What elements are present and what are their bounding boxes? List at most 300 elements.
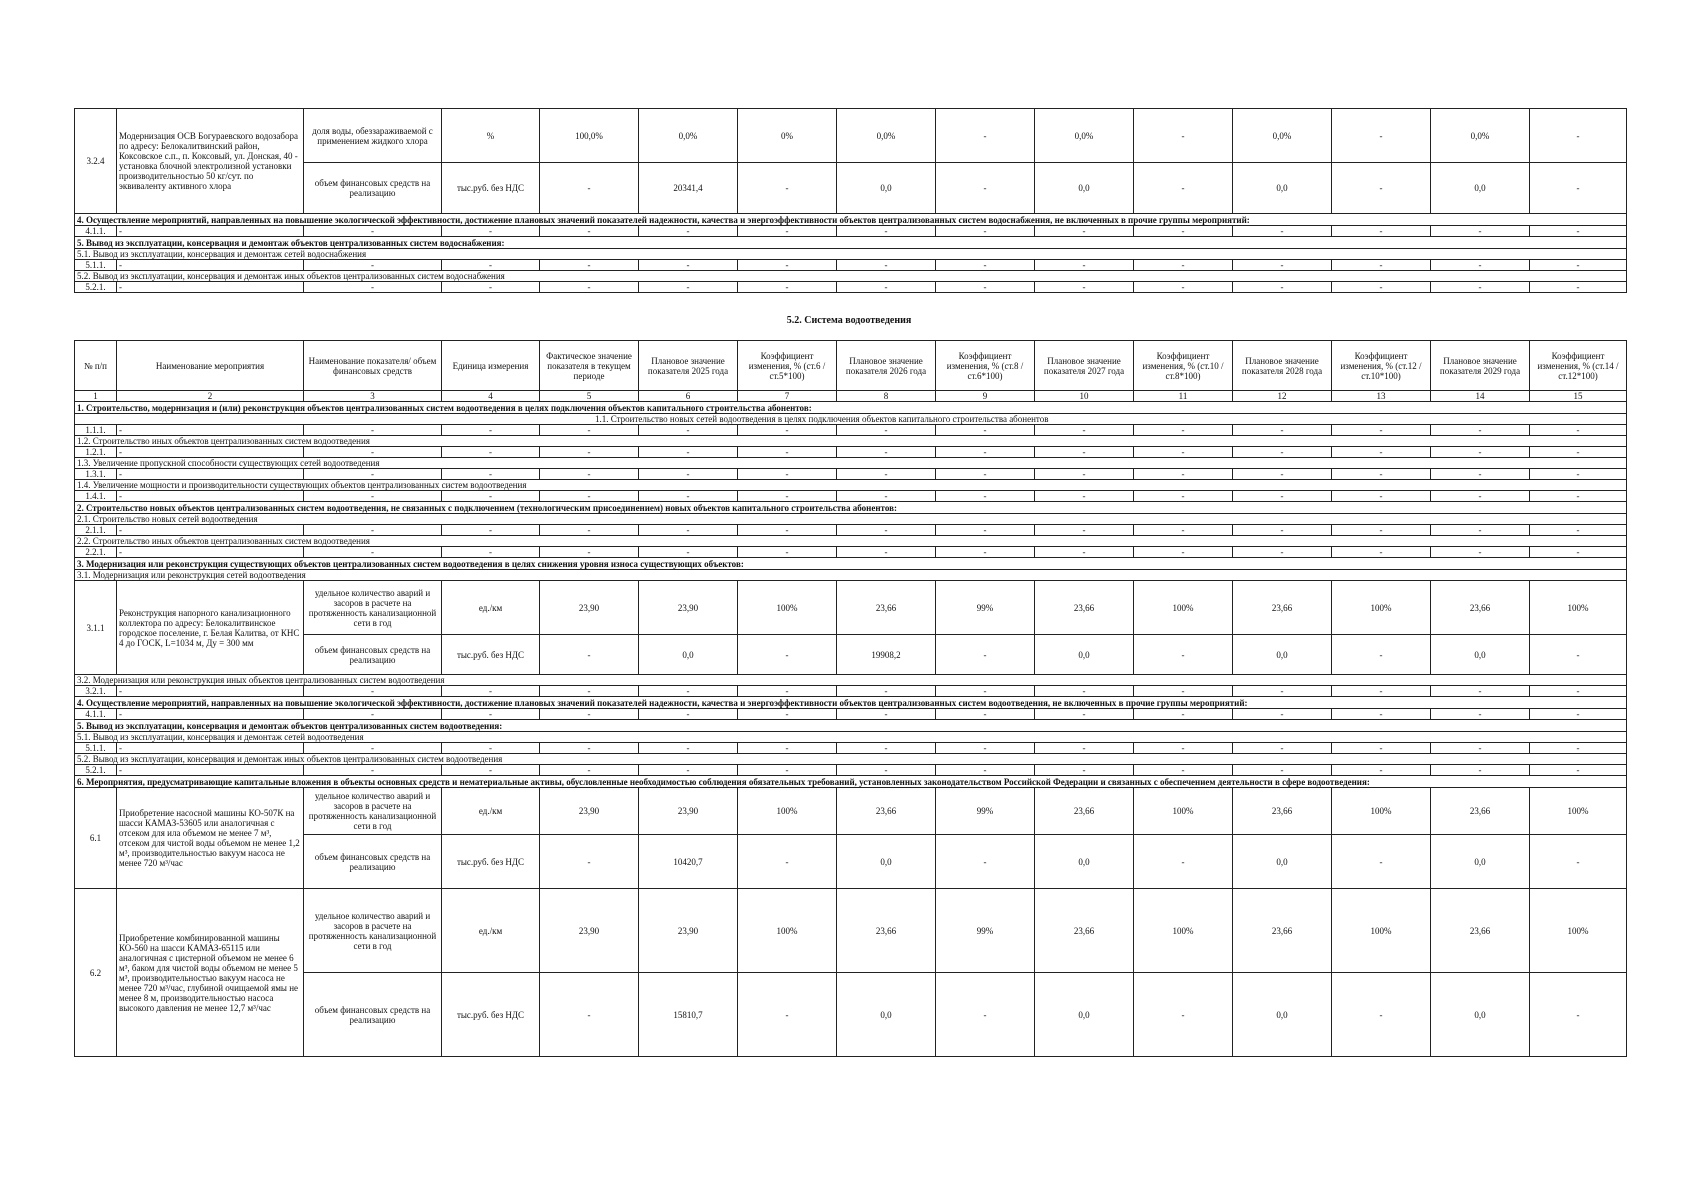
table-row (75, 635, 1627, 675)
dash-cell: - (442, 425, 540, 436)
value-cell: - (1134, 973, 1233, 1057)
dash-cell: - (1233, 282, 1332, 293)
dash-cell: - (1134, 709, 1233, 720)
dash-cell: - (639, 765, 738, 776)
table-row (75, 835, 1627, 889)
value-cell: - (1332, 973, 1431, 1057)
dash-cell: - (1530, 260, 1627, 271)
dash-cell: - (540, 425, 639, 436)
dash-cell: - (936, 282, 1035, 293)
dash-cell: - (304, 743, 442, 754)
dash-cell: - (442, 686, 540, 697)
indicator-name: удельное количество аварий и засоров в расчете на протяженность канализационной сети в год (304, 581, 442, 635)
row-number: 3.1.1 (75, 581, 117, 675)
dash-cell: - (540, 525, 639, 536)
value-cell: 100% (1530, 581, 1627, 635)
dash-cell: - (1431, 447, 1530, 458)
dash-cell: - (1035, 282, 1134, 293)
dash-cell: - (1530, 525, 1627, 536)
dash-cell: - (639, 686, 738, 697)
value-cell: 23,66 (1233, 788, 1332, 835)
header-row (75, 341, 1627, 391)
value-cell: 0,0 (639, 635, 738, 675)
dash-cell: - (738, 282, 837, 293)
dash-cell: - (936, 425, 1035, 436)
dash-cell: - (1530, 765, 1627, 776)
indicator-name: объем финансовых средств на реализацию (304, 835, 442, 889)
value-cell: - (1530, 835, 1627, 889)
column-number: 12 (1233, 391, 1332, 402)
value-cell: - (738, 973, 837, 1057)
dash-cell: - (837, 282, 936, 293)
dash-cell: - (738, 547, 837, 558)
dash-cell: - (442, 282, 540, 293)
value-cell: 100% (738, 788, 837, 835)
dash-cell: - (738, 709, 837, 720)
row-number: 6.1 (75, 788, 117, 889)
dash-cell: - (1233, 686, 1332, 697)
unit: % (442, 109, 540, 163)
value-cell: 0,0 (837, 163, 936, 214)
value-cell: 0,0 (1233, 163, 1332, 214)
empty-row (75, 447, 1627, 458)
dash-cell: - (1035, 525, 1134, 536)
dash-cell: - (837, 525, 936, 536)
dash-cell: - (540, 547, 639, 558)
value-cell: 23,66 (837, 581, 936, 635)
column-header: № п/п (75, 341, 117, 391)
dash-cell: - (1134, 226, 1233, 237)
dash-cell: - (442, 226, 540, 237)
dash-cell: - (304, 547, 442, 558)
value-cell: - (1332, 635, 1431, 675)
value-cell: 0,0 (1431, 635, 1530, 675)
dash-cell: - (117, 226, 304, 237)
value-cell: 10420,7 (639, 835, 738, 889)
dash-cell: - (1431, 469, 1530, 480)
dash-cell: - (117, 709, 304, 720)
value-cell: - (1332, 163, 1431, 214)
dash-cell: - (1332, 743, 1431, 754)
dash-cell: - (117, 525, 304, 536)
dash-cell: - (1233, 226, 1332, 237)
value-cell: 23,90 (540, 788, 639, 835)
dash-cell: - (540, 282, 639, 293)
row-number: 1.3.1. (75, 469, 117, 480)
value-cell: 20341,4 (639, 163, 738, 214)
dash-cell: - (738, 469, 837, 480)
row-number: 1.4.1. (75, 491, 117, 502)
dash-cell: - (936, 709, 1035, 720)
dash-cell: - (1233, 447, 1332, 458)
column-number: 2 (117, 391, 304, 402)
dash-cell: - (1332, 260, 1431, 271)
value-cell: 19908,2 (837, 635, 936, 675)
dash-cell: - (936, 447, 1035, 458)
unit: ед./км (442, 581, 540, 635)
dash-cell: - (1134, 547, 1233, 558)
dash-cell: - (1134, 425, 1233, 436)
dash-cell: - (936, 226, 1035, 237)
dash-cell: - (837, 686, 936, 697)
column-header: Плановое значение показателя 2025 года (639, 341, 738, 391)
dash-cell: - (639, 709, 738, 720)
dash-cell: - (117, 469, 304, 480)
empty-row (75, 226, 1627, 237)
column-number: 4 (442, 391, 540, 402)
dash-cell: - (639, 226, 738, 237)
dash-cell: - (1035, 447, 1134, 458)
row-number: 3.2.4 (75, 109, 117, 214)
empty-row (75, 547, 1627, 558)
dash-cell: - (304, 525, 442, 536)
value-cell: 23,66 (1233, 581, 1332, 635)
dash-cell: - (1530, 709, 1627, 720)
value-cell: 23,90 (639, 581, 738, 635)
value-cell: 0,0% (1035, 109, 1134, 163)
value-cell: 23,90 (540, 581, 639, 635)
dash-cell: - (1134, 743, 1233, 754)
dash-cell: - (837, 425, 936, 436)
dash-cell: - (1233, 743, 1332, 754)
dash-cell: - (738, 743, 837, 754)
dash-cell: - (117, 686, 304, 697)
empty-row (75, 469, 1627, 480)
column-number: 6 (639, 391, 738, 402)
dash-cell: - (837, 709, 936, 720)
value-cell: - (540, 835, 639, 889)
dash-cell: - (442, 525, 540, 536)
dash-cell: - (442, 765, 540, 776)
section-heading: 3. Модернизация или реконструкция существующих объектов централизованных систем водоотведения в целях снижения уровня износа существующих объектов: (75, 558, 1627, 570)
dash-cell: - (1431, 491, 1530, 502)
dash-cell: - (117, 765, 304, 776)
dash-cell: - (1332, 525, 1431, 536)
value-cell: 0,0 (1431, 835, 1530, 889)
table-row (75, 163, 1627, 214)
value-cell: - (1332, 835, 1431, 889)
dash-cell: - (1233, 525, 1332, 536)
dash-cell: - (837, 547, 936, 558)
section-heading: 4. Осуществление мероприятий, направленных на повышение экологической эффективности, достижение плановых значений показателей надежности, качества и энергоэффективности объектов централизованных систем водоснабжения, не включенных в прочие группы мероприятий: (75, 214, 1627, 226)
dash-cell: - (1332, 226, 1431, 237)
dash-cell: - (117, 447, 304, 458)
value-cell: 23,66 (1233, 889, 1332, 973)
value-cell: 23,90 (639, 889, 738, 973)
value-cell: 0,0 (837, 973, 936, 1057)
section-heading: 6. Мероприятия, предусматривающие капитальные вложения в объекты основных средств и нематериальные активы, обусловленные необходимостью соблюдения обязательных требований, установленных законодательством Российской Федерации и связанных с обеспечением деятельности в сфере водоотведения: (75, 776, 1627, 788)
value-cell: - (936, 109, 1035, 163)
dash-cell: - (1134, 447, 1233, 458)
column-header: Плановое значение показателя 2029 года (1431, 341, 1530, 391)
value-cell: 0,0 (1431, 973, 1530, 1057)
column-header: Наименование показателя/ объем финансовых средств (304, 341, 442, 391)
dash-cell: - (540, 686, 639, 697)
value-cell: 0,0 (1233, 835, 1332, 889)
subsection-heading: 2.1. Строительство новых сетей водоотведения (75, 514, 1627, 525)
dash-cell: - (304, 469, 442, 480)
dash-cell: - (639, 425, 738, 436)
dash-cell: - (639, 260, 738, 271)
dash-cell: - (304, 709, 442, 720)
dash-cell: - (738, 447, 837, 458)
column-header: Коэффициент изменения, % (ст.14 /ст.12*100) (1530, 341, 1627, 391)
dash-cell: - (936, 491, 1035, 502)
value-cell: 0,0 (1431, 163, 1530, 214)
subsection-heading: 1.1. Строительство новых сетей водоотведения в целях подключения объектов капитального строительства абонентов (75, 414, 1627, 425)
section-heading: 5. Вывод из эксплуатации, консервация и демонтаж объектов централизованных систем водоотведения: (75, 720, 1627, 732)
dash-cell: - (936, 765, 1035, 776)
dash-cell: - (1530, 686, 1627, 697)
unit: ед./км (442, 788, 540, 835)
dash-cell: - (1530, 547, 1627, 558)
dash-cell: - (1035, 686, 1134, 697)
column-number: 5 (540, 391, 639, 402)
empty-row (75, 282, 1627, 293)
dash-cell: - (1530, 282, 1627, 293)
column-number: 11 (1134, 391, 1233, 402)
row-number: 5.2.1. (75, 765, 117, 776)
dash-cell: - (540, 709, 639, 720)
dash-cell: - (1332, 686, 1431, 697)
dash-cell: - (936, 469, 1035, 480)
dash-cell: - (936, 525, 1035, 536)
dash-cell: - (738, 260, 837, 271)
value-cell: 100% (1134, 889, 1233, 973)
column-number: 9 (936, 391, 1035, 402)
dash-cell: - (1431, 282, 1530, 293)
dash-cell: - (442, 709, 540, 720)
value-cell: 0,0% (639, 109, 738, 163)
dash-cell: - (936, 260, 1035, 271)
value-cell: - (1530, 109, 1627, 163)
measure-name: Реконструкция напорного канализационного коллектора по адресу: Белокалитвинское городское поселение, г. Белая Калитва, от КНС 4 до ГОСК, L=1034 м, Ду = 300 мм (117, 581, 304, 675)
value-cell: 100% (1332, 889, 1431, 973)
value-cell: - (936, 635, 1035, 675)
value-cell: 15810,7 (639, 973, 738, 1057)
value-cell: 100,0% (540, 109, 639, 163)
value-cell: - (1134, 163, 1233, 214)
column-header: Коэффициент изменения, % (ст.10 /ст.8*100) (1134, 341, 1233, 391)
dash-cell: - (1530, 491, 1627, 502)
dash-cell: - (738, 491, 837, 502)
dash-cell: - (1035, 226, 1134, 237)
table-row (75, 973, 1627, 1057)
value-cell: 0,0% (1233, 109, 1332, 163)
value-cell: - (936, 973, 1035, 1057)
dash-cell: - (639, 743, 738, 754)
dash-cell: - (1233, 765, 1332, 776)
dash-cell: - (1035, 709, 1134, 720)
dash-cell: - (1134, 491, 1233, 502)
dash-cell: - (1431, 226, 1530, 237)
dash-cell: - (1134, 686, 1233, 697)
unit: тыс.руб. без НДС (442, 835, 540, 889)
dash-cell: - (304, 491, 442, 502)
dash-cell: - (442, 743, 540, 754)
empty-row (75, 491, 1627, 502)
dash-cell: - (936, 686, 1035, 697)
measure-name: Приобретение насосной машины КО-507К на шасси КАМАЗ-53605 или аналогичная с отсеком для ила объемом не менее 7 м³, отсеком для чистой воды объемом не менее 1,2 м³, производительностью вакуум насоса не менее 720 м³/час (117, 788, 304, 889)
section-heading: 1. Строительство, модернизация и (или) реконструкция объектов централизованных систем водоотведения в целях подключения объектов капитального строительства абонентов: (75, 402, 1627, 414)
subsection-heading: 5.1. Вывод из эксплуатации, консервация и демонтаж сетей водоотведения (75, 732, 1627, 743)
dash-cell: - (1431, 765, 1530, 776)
dash-cell: - (442, 547, 540, 558)
dash-cell: - (1233, 469, 1332, 480)
value-cell: 0% (738, 109, 837, 163)
value-cell: 0,0% (837, 109, 936, 163)
dash-cell: - (1332, 425, 1431, 436)
value-cell: 100% (738, 889, 837, 973)
value-cell: 23,66 (837, 889, 936, 973)
value-cell: - (1530, 973, 1627, 1057)
value-cell: 23,66 (1431, 788, 1530, 835)
column-header: Коэффициент изменения, % (ст.6 /ст.5*100) (738, 341, 837, 391)
empty-row (75, 765, 1627, 776)
column-number: 3 (304, 391, 442, 402)
dash-cell: - (639, 547, 738, 558)
dash-cell: - (837, 765, 936, 776)
empty-row (75, 709, 1627, 720)
dash-cell: - (1134, 469, 1233, 480)
empty-row (75, 425, 1627, 436)
value-cell: 100% (1530, 788, 1627, 835)
value-cell: - (1530, 635, 1627, 675)
dash-cell: - (837, 743, 936, 754)
dash-cell: - (1233, 709, 1332, 720)
dash-cell: - (738, 765, 837, 776)
dash-cell: - (1530, 226, 1627, 237)
section-heading: 4. Осуществление мероприятий, направленных на повышение экологической эффективности, достижение плановых значений показателей надежности, качества и энергоэффективности объектов централизованных систем водоотведения, не включенных в прочие группы мероприятий: (75, 697, 1627, 709)
dash-cell: - (442, 491, 540, 502)
value-cell: - (540, 635, 639, 675)
dash-cell: - (1332, 765, 1431, 776)
dash-cell: - (1035, 547, 1134, 558)
value-cell: 100% (1134, 788, 1233, 835)
dash-cell: - (1134, 765, 1233, 776)
value-cell: 23,90 (540, 889, 639, 973)
subsection-heading: 1.4. Увеличение мощности и производительности существующих объектов централизованных систем водоотведения (75, 480, 1627, 491)
value-cell: 100% (1134, 581, 1233, 635)
dash-cell: - (1035, 260, 1134, 271)
value-cell: - (1134, 109, 1233, 163)
dash-cell: - (837, 491, 936, 502)
column-number: 1 (75, 391, 117, 402)
empty-row (75, 686, 1627, 697)
dash-cell: - (540, 491, 639, 502)
dash-cell: - (304, 282, 442, 293)
value-cell: 23,66 (1035, 581, 1134, 635)
value-cell: 0,0 (1035, 635, 1134, 675)
measure-name: Приобретение комбинированной машины КО-560 на шасси КАМАЗ-65115 или аналогичная с цистерной объемом не менее 6 м³, баком для чистой воды объемом не менее 5 м³, производительностью вакуум насоса не менее 720 м³/час, глубиной очищаемой ямы не менее 8 м, производительностью насоса высокого давления не менее 12,7 м³/час (117, 889, 304, 1057)
indicator-name: удельное количество аварий и засоров в расчете на протяженность канализационной сети в год (304, 788, 442, 835)
subsection-heading: 2.2. Строительство иных объектов централизованных систем водоотведения (75, 536, 1627, 547)
row-number: 6.2 (75, 889, 117, 1057)
value-cell: 0,0 (1035, 835, 1134, 889)
value-cell: 23,90 (639, 788, 738, 835)
row-number: 1.2.1. (75, 447, 117, 458)
dash-cell: - (837, 447, 936, 458)
subsection-heading: 1.2. Строительство иных объектов централизованных систем водоотведения (75, 436, 1627, 447)
dash-cell: - (117, 743, 304, 754)
dash-cell: - (1431, 260, 1530, 271)
value-cell: 23,66 (1035, 788, 1134, 835)
value-cell: 23,66 (837, 788, 936, 835)
dash-cell: - (639, 447, 738, 458)
dash-cell: - (304, 226, 442, 237)
dash-cell: - (1035, 469, 1134, 480)
value-cell: - (1134, 835, 1233, 889)
column-header: Плановое значение показателя 2027 года (1035, 341, 1134, 391)
value-cell: - (540, 163, 639, 214)
dash-cell: - (117, 547, 304, 558)
value-cell: - (738, 835, 837, 889)
column-header: Коэффициент изменения, % (ст.8 /ст.6*100) (936, 341, 1035, 391)
row-number: 4.1.1. (75, 709, 117, 720)
indicator-name: объем финансовых средств на реализацию (304, 163, 442, 214)
row-number: 5.1.1. (75, 260, 117, 271)
dash-cell: - (442, 469, 540, 480)
empty-row (75, 525, 1627, 536)
dash-cell: - (1233, 425, 1332, 436)
column-header: Плановое значение показателя 2028 года (1233, 341, 1332, 391)
value-cell: 0,0 (1233, 973, 1332, 1057)
dash-cell: - (936, 547, 1035, 558)
section-heading: 5. Вывод из эксплуатации, консервация и демонтаж объектов централизованных систем водоснабжения: (75, 237, 1627, 249)
dash-cell: - (304, 765, 442, 776)
column-header: Единица измерения (442, 341, 540, 391)
dash-cell: - (540, 260, 639, 271)
table-row (75, 581, 1627, 635)
value-cell: 100% (1332, 788, 1431, 835)
column-number: 10 (1035, 391, 1134, 402)
dash-cell: - (1530, 447, 1627, 458)
subsection-heading: 3.1. Модернизация или реконструкция сетей водоотведения (75, 570, 1627, 581)
dash-cell: - (936, 743, 1035, 754)
dash-cell: - (639, 491, 738, 502)
dash-cell: - (117, 260, 304, 271)
dash-cell: - (1134, 282, 1233, 293)
dash-cell: - (1530, 743, 1627, 754)
empty-row (75, 260, 1627, 271)
dash-cell: - (639, 525, 738, 536)
value-cell: 100% (1530, 889, 1627, 973)
value-cell: 0,0 (1035, 163, 1134, 214)
value-cell: - (936, 835, 1035, 889)
dash-cell: - (304, 447, 442, 458)
dash-cell: - (540, 743, 639, 754)
row-number: 5.2.1. (75, 282, 117, 293)
row-number: 1.1.1. (75, 425, 117, 436)
subsection-heading: 1.3. Увеличение пропускной способности существующих сетей водоотведения (75, 458, 1627, 469)
empty-row (75, 743, 1627, 754)
dash-cell: - (540, 469, 639, 480)
dash-cell: - (1233, 547, 1332, 558)
dash-cell: - (540, 226, 639, 237)
column-number: 7 (738, 391, 837, 402)
subsection-heading: 5.1. Вывод из эксплуатации, консервация и демонтаж сетей водоснабжения (75, 249, 1627, 260)
value-cell: 0,0 (837, 835, 936, 889)
column-number: 15 (1530, 391, 1627, 402)
dash-cell: - (1530, 425, 1627, 436)
dash-cell: - (1431, 547, 1530, 558)
dash-cell: - (837, 469, 936, 480)
dash-cell: - (1134, 260, 1233, 271)
value-cell: 23,66 (1035, 889, 1134, 973)
value-cell: 99% (936, 889, 1035, 973)
dash-cell: - (1332, 547, 1431, 558)
column-number: 13 (1332, 391, 1431, 402)
